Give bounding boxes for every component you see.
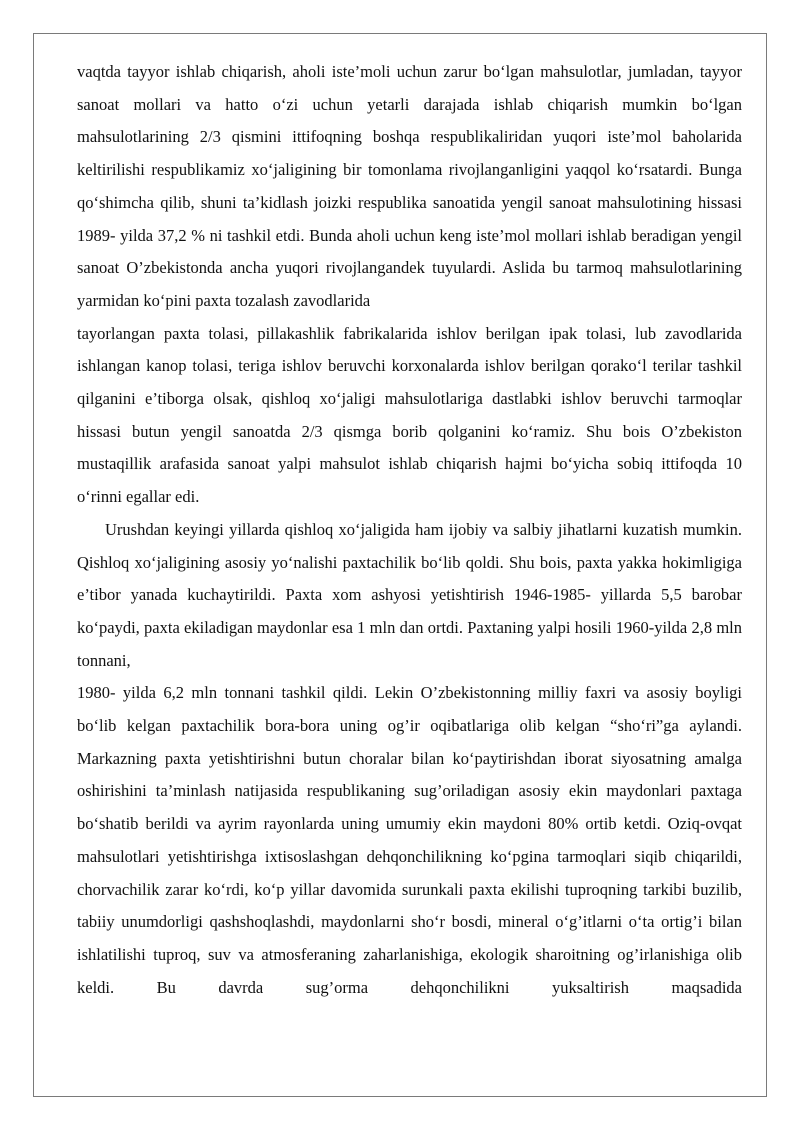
document-body [77,56,742,1004]
paragraph-3: Urushdan keyingi yillarda qishloq xo‘jaligida ham ijobiy va salbiy jihatlarni kuzatish mumkin. Qishloq xo‘jaligining asosiy yo‘nalishi paxtachilik bo‘lib qoldi. Shu bois, paxta yakka hokimligiga e’tibor yanada kuchaytirildi. Paxta xom ashyosi yetishtirish 1946-1985- yillarda 5,5 barobar ko‘paydi, paxta ekiladigan maydonlar esa 1 mln dan ortdi. Paxtaning yalpi hosili 1960-yilda 2,8 mln tonnani, [77,519,742,670]
paragraph-4: 1980- yilda 6,2 mln tonnani tashkil qildi. Lekin O’zbekistonning milliy faxri va asosiy boyligi bo‘lib kelgan paxtachilik bora-bora uning og’ir oqibatlariga olib kelgan “sho‘ri”ga aylandi. Markazning paxta yetishtirishni butun choralar bilan ko‘paytirishdan iborat siyosatning amalga oshirishini ta’minlash natijasida respublikaning sug’oriladigan asosiy ekin maydonlari paxtaga bo‘shatib berildi va ayrim rayonlarda uning umumiy ekin maydoni 80% ortib ketdi. Oziq-ovqat mahsulotlari yetishtirishga ixtisoslashgan dehqonchilikning ko‘pgina tarmoqlari siqib chiqarildi, chorvachilik zarar ko‘rdi, ko‘p yillar davomida surunkali paxta ekilishi tuproqning tarkibi buzilib, tabiiy unumdorligi qashshoqlashdi, maydonlarni sho‘r bosdi, mineral o‘g’itlarni o‘ta ortig’i bilan ishlatilishi tuproq, suv va atmosferaning zaharlanishiga, ekologik sharoitning og’irlanishiga olib keldi. Bu davrda sug’orma dehqonchilikni yuksaltirish maqsadida [77,683,742,997]
paragraph-1: vaqtda tayyor ishlab chiqarish, aholi iste’moli uchun zarur bo‘lgan mahsulotlar, jumladan, tayyor sanoat mollari va hatto o‘zi uchun yetarli darajada ishlab chiqarish mumkin bo‘lgan mahsulotlarining 2/3 qismini ittifoqning boshqa respublikaliridan yuqori iste’mol baholarida keltirilishi respublikamiz xo‘jaligining bir tomonlama rivojlanganligini yaqqol ko‘rsatardi. Bunga qo‘shimcha qilib, shuni ta’kidlash joizki respublika sanoatida yengil sanoat mahsulotining hissasi 1989- yilda 37,2 % ni tashkil etdi. Bunda aholi uchun keng iste’mol mollari ishlab beradigan yengil sanoat O’zbekistonda ancha yuqori rivojlangandek tuyulardi. Aslida bu tarmoq mahsulotlarining yarmidan ko‘pini paxta tozalash zavodlarida [77,62,742,310]
paragraph-2: tayorlangan paxta tolasi, pillakashlik fabrikalarida ishlov berilgan ipak tolasi, lub zavodlarida ishlangan kanop tolasi, teriga ishlov beruvchi korxonalarda ishlov berilgan qorako‘l terilar tashkil qilganini e’tiborga olsak, qishloq xo‘jaligi mahsulotlariga dastlabki ishlov beruvchi tarmoqlar hissasi butun yengil sanoatda 2/3 qismga borib qolganini ko‘ramiz. Shu bois O’zbekiston mustaqillik arafasida sanoat yalpi mahsulot ishlab chiqarish hajmi bo‘yicha sobiq ittifoqda 10 o‘rinni egallar edi. [77,323,742,507]
